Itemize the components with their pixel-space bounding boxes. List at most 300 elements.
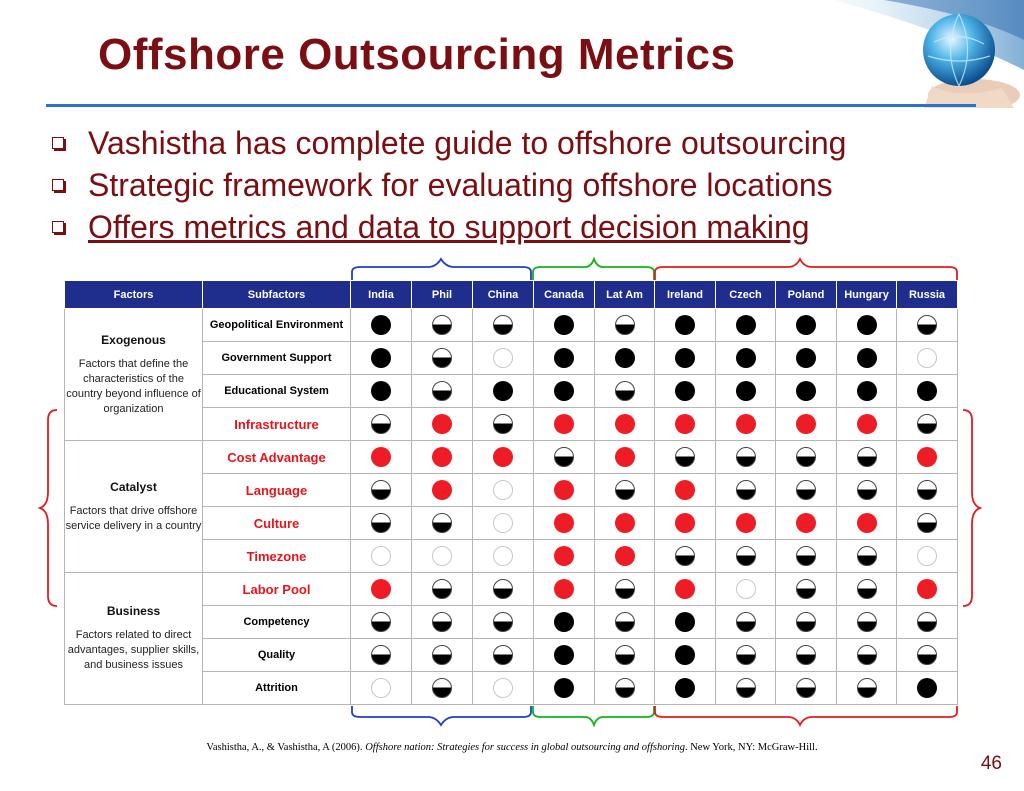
rating-full-circle-icon (736, 315, 756, 335)
bullet-text: Offers metrics and data to support decision making (88, 208, 810, 245)
rating-cell (473, 375, 534, 408)
rating-half-circle-icon (796, 480, 816, 500)
rating-empty-circle-icon (493, 513, 513, 533)
rating-half-circle-icon (493, 645, 513, 665)
bottom-brace-green (533, 706, 654, 725)
rating-full-circle-icon (675, 645, 695, 665)
rating-cell (776, 375, 837, 408)
rating-cell (412, 441, 473, 474)
rating-red-circle-icon (917, 447, 937, 467)
rating-red-circle-icon (371, 447, 391, 467)
rating-half-circle-icon (432, 348, 452, 368)
subfactor-label: Competency (203, 606, 351, 639)
rating-half-circle-icon (796, 579, 816, 599)
bottom-brace-red (655, 706, 957, 725)
rating-cell (351, 342, 412, 375)
rating-cell (412, 639, 473, 672)
rating-half-circle-icon (371, 414, 391, 434)
rating-cell (837, 408, 897, 441)
rating-cell (351, 408, 412, 441)
rating-cell (897, 507, 958, 540)
rating-half-circle-icon (493, 315, 513, 335)
rating-cell (655, 309, 716, 342)
rating-cell (897, 342, 958, 375)
rating-cell (897, 540, 958, 573)
rating-half-circle-icon (917, 612, 937, 632)
rating-cell (655, 540, 716, 573)
factor-name: Business (106, 604, 161, 618)
rating-cell (837, 309, 897, 342)
rating-half-circle-icon (857, 546, 877, 566)
rating-half-circle-icon (615, 480, 635, 500)
rating-full-circle-icon (917, 678, 937, 698)
rating-cell (473, 441, 534, 474)
rating-cell (716, 474, 776, 507)
subfactor-label: Infrastructure (203, 408, 351, 441)
rating-cell (412, 408, 473, 441)
rating-empty-circle-icon (371, 678, 391, 698)
header-factors: Factors (65, 281, 203, 309)
factor-name: Catalyst (110, 479, 157, 494)
header-country: Lat Am (595, 281, 655, 309)
subfactor-label: Geopolitical Environment (203, 309, 351, 342)
subfactor-label: Labor Pool (203, 573, 351, 606)
rating-half-circle-icon (917, 645, 937, 665)
rating-half-circle-icon (736, 645, 756, 665)
rating-cell (716, 540, 776, 573)
factor-cell (65, 441, 203, 573)
rating-full-circle-icon (554, 612, 574, 632)
rating-cell (534, 573, 595, 606)
rating-half-circle-icon (917, 315, 937, 335)
rating-cell (837, 540, 897, 573)
rating-red-circle-icon (736, 513, 756, 533)
rating-red-circle-icon (615, 513, 635, 533)
rating-cell (595, 573, 655, 606)
rating-cell (897, 606, 958, 639)
rating-cell (897, 573, 958, 606)
rating-red-circle-icon (554, 414, 574, 434)
rating-cell (655, 606, 716, 639)
rating-red-circle-icon (675, 513, 695, 533)
rating-red-circle-icon (796, 513, 816, 533)
citation-book-title: Offshore nation (365, 742, 432, 753)
rating-cell (776, 540, 837, 573)
rating-cell (776, 639, 837, 672)
rating-cell (534, 474, 595, 507)
rating-red-circle-icon (675, 480, 695, 500)
rating-empty-circle-icon (917, 546, 937, 566)
rating-cell (473, 606, 534, 639)
rating-half-circle-icon (736, 480, 756, 500)
header-country: Canada (534, 281, 595, 309)
table-row (65, 573, 958, 606)
rating-full-circle-icon (554, 315, 574, 335)
rating-cell (473, 507, 534, 540)
rating-red-circle-icon (432, 447, 452, 467)
rating-cell (595, 540, 655, 573)
rating-cell (473, 639, 534, 672)
rating-red-circle-icon (615, 414, 635, 434)
page-number: 46 (980, 753, 1002, 774)
rating-cell (776, 342, 837, 375)
rating-half-circle-icon (615, 315, 635, 335)
rating-half-circle-icon (432, 678, 452, 698)
rating-red-circle-icon (917, 579, 937, 599)
citation-authors: Vashistha, A., & Vashistha, A (2006). (206, 742, 366, 753)
rating-cell (412, 507, 473, 540)
rating-cell (655, 507, 716, 540)
right-brace-red (963, 410, 980, 606)
subfactor-label: Timezone (203, 540, 351, 573)
rating-half-circle-icon (736, 546, 756, 566)
rating-cell (837, 507, 897, 540)
rating-cell (716, 441, 776, 474)
rating-cell (595, 342, 655, 375)
rating-cell (897, 441, 958, 474)
header-country: Hungary (837, 281, 897, 309)
subfactor-label: Educational System (203, 375, 351, 408)
rating-cell (473, 573, 534, 606)
rating-cell (595, 672, 655, 705)
rating-cell (351, 375, 412, 408)
rating-half-circle-icon (796, 678, 816, 698)
rating-full-circle-icon (796, 315, 816, 335)
rating-cell (534, 441, 595, 474)
factor-cell (65, 573, 203, 705)
rating-full-circle-icon (857, 315, 877, 335)
rating-half-circle-icon (371, 513, 391, 533)
header-country: India (351, 281, 412, 309)
subfactor-label: Quality (203, 639, 351, 672)
rating-cell (534, 672, 595, 705)
rating-red-circle-icon (554, 579, 574, 599)
rating-half-circle-icon (857, 678, 877, 698)
rating-red-circle-icon (857, 513, 877, 533)
rating-cell (534, 639, 595, 672)
rating-cell (534, 342, 595, 375)
bullet-item (50, 164, 1010, 206)
table-header-row (65, 281, 958, 309)
rating-empty-circle-icon (371, 546, 391, 566)
rating-red-circle-icon (736, 414, 756, 434)
rating-full-circle-icon (675, 678, 695, 698)
rating-cell (716, 606, 776, 639)
rating-cell (897, 474, 958, 507)
citation-subtitle: : Strategies for success in global outsourcing and offshoring (431, 742, 685, 753)
rating-half-circle-icon (675, 447, 695, 467)
rating-cell (837, 474, 897, 507)
rating-cell (716, 309, 776, 342)
rating-cell (595, 507, 655, 540)
rating-half-circle-icon (857, 480, 877, 500)
rating-half-circle-icon (615, 678, 635, 698)
rating-full-circle-icon (917, 381, 937, 401)
rating-cell (655, 342, 716, 375)
rating-half-circle-icon (432, 579, 452, 599)
rating-red-circle-icon (432, 480, 452, 500)
rating-half-circle-icon (432, 513, 452, 533)
rating-cell (655, 408, 716, 441)
header-country: Ireland (655, 281, 716, 309)
rating-empty-circle-icon (432, 546, 452, 566)
rating-cell (716, 639, 776, 672)
rating-half-circle-icon (371, 612, 391, 632)
rating-full-circle-icon (371, 381, 391, 401)
title-divider (46, 104, 976, 107)
rating-half-circle-icon (796, 645, 816, 665)
bullet-list (50, 122, 1010, 248)
rating-half-circle-icon (554, 447, 574, 467)
rating-full-circle-icon (857, 348, 877, 368)
rating-cell (837, 342, 897, 375)
rating-cell (837, 606, 897, 639)
rating-cell (351, 672, 412, 705)
subfactor-label: Attrition (203, 672, 351, 705)
factor-description: Factors that define the characteristics of the country beyond influence of organization (66, 357, 201, 415)
rating-cell (412, 342, 473, 375)
rating-empty-circle-icon (493, 348, 513, 368)
rating-half-circle-icon (796, 612, 816, 632)
header-country: Phil (412, 281, 473, 309)
top-brace-red (655, 259, 957, 280)
bullet-text: Vashistha has complete guide to offshore outsourcing (88, 124, 847, 161)
rating-cell (595, 309, 655, 342)
rating-red-circle-icon (554, 513, 574, 533)
table-row (65, 309, 958, 342)
rating-cell (716, 408, 776, 441)
rating-full-circle-icon (857, 381, 877, 401)
factor-cell (65, 309, 203, 441)
rating-half-circle-icon (736, 678, 756, 698)
rating-cell (655, 474, 716, 507)
top-brace-blue (352, 259, 531, 280)
rating-half-circle-icon (796, 546, 816, 566)
rating-half-circle-icon (615, 645, 635, 665)
rating-full-circle-icon (736, 381, 756, 401)
rating-half-circle-icon (796, 447, 816, 467)
rating-cell (595, 639, 655, 672)
rating-empty-circle-icon (917, 348, 937, 368)
rating-red-circle-icon (432, 414, 452, 434)
rating-half-circle-icon (675, 546, 695, 566)
rating-cell (534, 507, 595, 540)
table-body (65, 309, 958, 705)
rating-cell (837, 441, 897, 474)
rating-cell (655, 639, 716, 672)
factor-name: Exogenous (101, 332, 166, 347)
rating-full-circle-icon (554, 645, 574, 665)
rating-cell (716, 672, 776, 705)
rating-full-circle-icon (554, 348, 574, 368)
rating-red-circle-icon (857, 414, 877, 434)
rating-full-circle-icon (675, 315, 695, 335)
metrics-table (64, 280, 958, 705)
rating-full-circle-icon (371, 348, 391, 368)
subfactor-label: Government Support (203, 342, 351, 375)
rating-half-circle-icon (615, 579, 635, 599)
rating-cell (655, 672, 716, 705)
rating-cell (716, 573, 776, 606)
factor-description: Factors that drive offshore service delivery in a country (65, 504, 202, 532)
rating-cell (716, 507, 776, 540)
rating-full-circle-icon (675, 348, 695, 368)
rating-half-circle-icon (736, 447, 756, 467)
rating-full-circle-icon (736, 348, 756, 368)
header-subfactors: Subfactors (203, 281, 351, 309)
rating-cell (534, 375, 595, 408)
rating-cell (655, 441, 716, 474)
header-country: China (473, 281, 534, 309)
rating-cell (412, 606, 473, 639)
rating-cell (776, 441, 837, 474)
top-brace-green (533, 259, 654, 280)
header-country: Russia (897, 281, 958, 309)
rating-half-circle-icon (917, 513, 937, 533)
rating-cell (776, 573, 837, 606)
rating-cell (351, 309, 412, 342)
rating-cell (595, 474, 655, 507)
rating-half-circle-icon (917, 480, 937, 500)
rating-half-circle-icon (736, 612, 756, 632)
rating-cell (473, 474, 534, 507)
rating-red-circle-icon (554, 480, 574, 500)
bullet-item (50, 122, 1010, 164)
rating-cell (776, 408, 837, 441)
rating-cell (534, 606, 595, 639)
rating-cell (351, 474, 412, 507)
header-country: Czech (716, 281, 776, 309)
rating-empty-circle-icon (493, 546, 513, 566)
subfactor-label: Culture (203, 507, 351, 540)
rating-cell (655, 573, 716, 606)
rating-cell (897, 375, 958, 408)
rating-cell (412, 375, 473, 408)
rating-cell (776, 606, 837, 639)
rating-half-circle-icon (615, 612, 635, 632)
citation (0, 742, 1024, 753)
rating-half-circle-icon (857, 579, 877, 599)
rating-cell (351, 507, 412, 540)
rating-full-circle-icon (554, 678, 574, 698)
rating-cell (473, 540, 534, 573)
rating-cell (412, 309, 473, 342)
rating-cell (351, 639, 412, 672)
rating-cell (776, 672, 837, 705)
rating-cell (534, 309, 595, 342)
rating-red-circle-icon (615, 447, 635, 467)
rating-red-circle-icon (675, 414, 695, 434)
rating-cell (776, 507, 837, 540)
rating-cell (412, 540, 473, 573)
rating-half-circle-icon (493, 579, 513, 599)
rating-cell (595, 375, 655, 408)
rating-cell (412, 573, 473, 606)
rating-empty-circle-icon (736, 579, 756, 599)
rating-cell (412, 474, 473, 507)
rating-empty-circle-icon (493, 678, 513, 698)
rating-cell (897, 639, 958, 672)
rating-cell (897, 408, 958, 441)
rating-cell (595, 606, 655, 639)
rating-half-circle-icon (857, 447, 877, 467)
rating-cell (595, 408, 655, 441)
rating-half-circle-icon (493, 414, 513, 434)
rating-cell (473, 342, 534, 375)
rating-half-circle-icon (432, 612, 452, 632)
left-brace-red (40, 410, 57, 606)
rating-full-circle-icon (796, 381, 816, 401)
rating-full-circle-icon (615, 348, 635, 368)
rating-cell (351, 573, 412, 606)
rating-cell (837, 573, 897, 606)
slide-title: Offshore Outsourcing Metrics (98, 30, 736, 79)
rating-cell (412, 672, 473, 705)
rating-red-circle-icon (371, 579, 391, 599)
bottom-brace-blue (352, 706, 531, 725)
rating-full-circle-icon (371, 315, 391, 335)
rating-cell (534, 540, 595, 573)
rating-half-circle-icon (493, 612, 513, 632)
rating-full-circle-icon (796, 348, 816, 368)
subfactor-label: Cost Advantage (203, 441, 351, 474)
rating-cell (716, 342, 776, 375)
rating-cell (897, 309, 958, 342)
bullet-item (50, 206, 1010, 248)
rating-cell (351, 606, 412, 639)
rating-half-circle-icon (432, 315, 452, 335)
rating-full-circle-icon (675, 381, 695, 401)
rating-half-circle-icon (371, 480, 391, 500)
table-row (65, 441, 958, 474)
rating-empty-circle-icon (493, 480, 513, 500)
header-country: Poland (776, 281, 837, 309)
rating-cell (473, 408, 534, 441)
rating-red-circle-icon (675, 579, 695, 599)
rating-cell (351, 540, 412, 573)
rating-red-circle-icon (615, 546, 635, 566)
rating-full-circle-icon (554, 381, 574, 401)
rating-cell (837, 375, 897, 408)
rating-full-circle-icon (675, 612, 695, 632)
factor-description: Factors related to direct advantages, supplier skills, and business issues (67, 629, 200, 671)
rating-half-circle-icon (432, 645, 452, 665)
citation-publisher: . New York, NY: McGraw-Hill. (684, 742, 818, 753)
rating-half-circle-icon (371, 645, 391, 665)
rating-full-circle-icon (493, 381, 513, 401)
checkbox-bullet-icon (52, 221, 64, 233)
subfactor-label: Language (203, 474, 351, 507)
rating-cell (716, 375, 776, 408)
bullet-text: Strategic framework for evaluating offshore locations (88, 166, 833, 203)
rating-half-circle-icon (615, 381, 635, 401)
rating-cell (351, 441, 412, 474)
rating-half-circle-icon (917, 414, 937, 434)
rating-half-circle-icon (432, 381, 452, 401)
rating-cell (897, 672, 958, 705)
checkbox-bullet-icon (52, 137, 64, 149)
rating-cell (776, 474, 837, 507)
rating-cell (534, 408, 595, 441)
rating-cell (837, 639, 897, 672)
rating-cell (776, 309, 837, 342)
globe-decoration (824, 0, 1024, 108)
rating-cell (473, 672, 534, 705)
rating-cell (837, 672, 897, 705)
rating-cell (655, 375, 716, 408)
rating-cell (595, 441, 655, 474)
checkbox-bullet-icon (52, 179, 64, 191)
